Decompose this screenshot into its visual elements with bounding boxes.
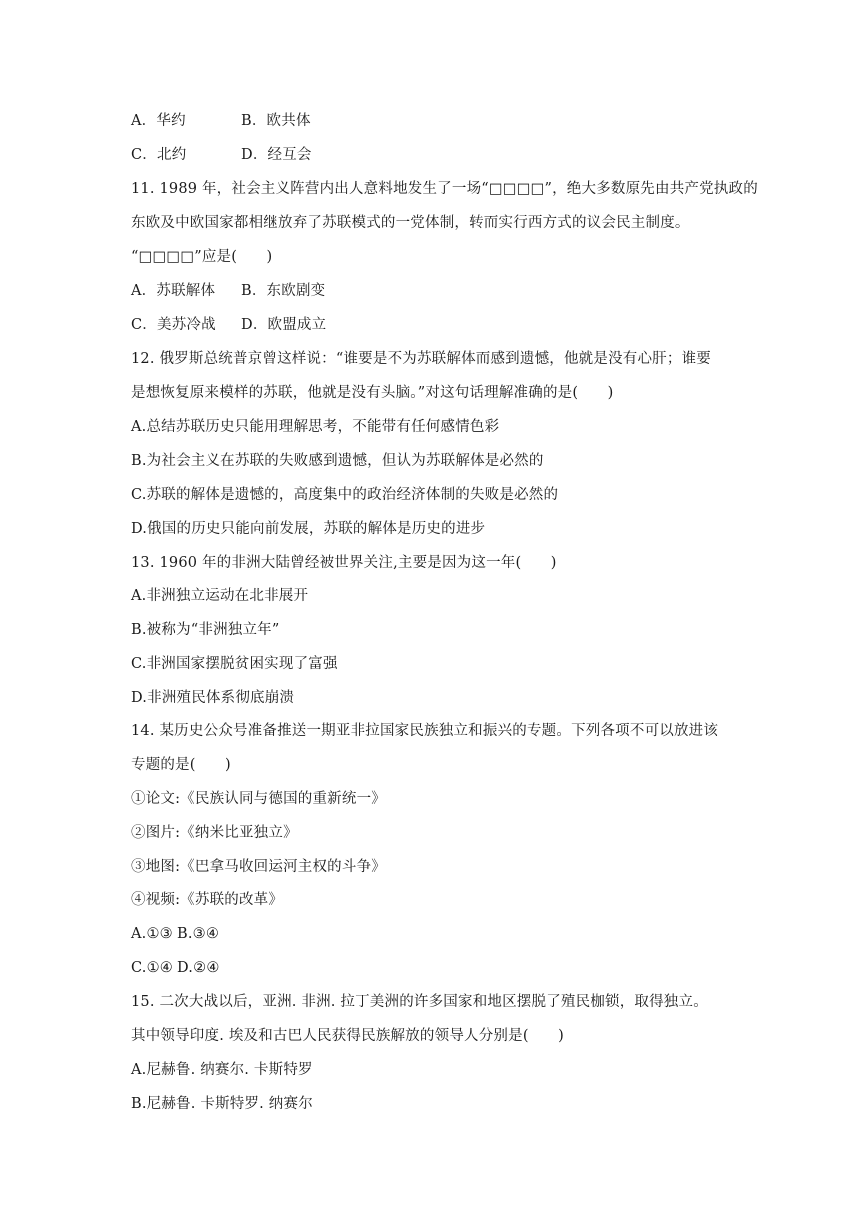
q14-stem-line1: 14. 某历史公众号准备推送一期亚非拉国家民族独立和振兴的专题。下列各项不可以放进该 [131, 723, 719, 739]
q11-options-row1 [131, 279, 325, 303]
q13-stem: 13. 1960 年的非洲大陆曾经被世界关注,主要是因为这一年( ) [131, 555, 557, 571]
q10-options-row1 [131, 109, 311, 133]
q14-option-b: B.③④ [177, 926, 220, 942]
q11-option-d: D．欧盟成立 [241, 317, 327, 333]
q13-option-c: C.非洲国家摆脱贫困实现了富强 [131, 656, 338, 672]
q12-stem-line1: 12. 俄罗斯总统普京曾这样说：“谁要是不为苏联解体而感到遗憾，他就是没有心肝；谁要 [131, 351, 711, 367]
q14-item-4: ④视频:《苏联的改革》 [131, 892, 284, 908]
q12-option-b: B.为社会主义在苏联的失败感到遗憾，但认为苏联解体是必然的 [131, 453, 544, 469]
q14-option-c: C.①④ [131, 960, 173, 976]
q14-item-3: ③地图:《巴拿马收回运河主权的斗争》 [131, 859, 386, 875]
q10-option-a: A．华约 [131, 113, 186, 129]
q13-option-d: D.非洲殖民体系彻底崩溃 [131, 690, 295, 706]
q13-option-b: B.被称为“非洲独立年” [131, 622, 280, 638]
q14-option-d: D.②④ [177, 960, 220, 976]
q10-options-row2 [131, 143, 312, 167]
q11-option-a: A．苏联解体 [131, 283, 216, 299]
q12-option-a: A.总结苏联历史只能用理解思考，不能带有任何感情色彩 [131, 419, 500, 435]
q11-option-b: B．东欧剧变 [241, 283, 326, 299]
q11-stem-line2: 东欧及中欧国家都相继放弃了苏联模式的一党体制，转而实行西方式的议会民主制度。 [131, 215, 690, 231]
q14-options-row2 [131, 956, 220, 980]
q11-stem-line3: “□□□□”应是( ) [131, 249, 273, 265]
q14-options-row1 [131, 922, 219, 946]
q14-option-a: A.①③ [131, 926, 173, 942]
q15-stem-line1: 15. 二次大战以后，亚洲. 非洲. 拉丁美洲的许多国家和地区摆脱了殖民枷锁，取得独立。 [131, 994, 708, 1010]
q12-stem-line2: 是想恢复原来模样的苏联，他就是没有头脑。”对这句话理解准确的是( ) [131, 385, 614, 401]
q11-option-c: C．美苏冷战 [131, 317, 216, 333]
q15-stem-line2: 其中领导印度. 埃及和古巴人民获得民族解放的领导人分别是( ) [131, 1028, 564, 1044]
q14-item-1: ①论文:《民族认同与德国的重新统一》 [131, 791, 386, 807]
q13-option-a: A.非洲独立运动在北非展开 [131, 588, 309, 604]
q12-option-c: C.苏联的解体是遗憾的，高度集中的政治经济体制的失败是必然的 [131, 487, 559, 503]
q12-option-d: D.俄国的历史只能向前发展，苏联的解体是历史的进步 [131, 521, 486, 537]
q14-stem-line2: 专题的是( ) [131, 757, 231, 773]
q14-item-2: ②图片:《纳米比亚独立》 [131, 825, 298, 841]
q15-option-a: A.尼赫鲁. 纳赛尔. 卡斯特罗 [131, 1062, 313, 1078]
q11-options-row2 [131, 313, 326, 337]
q10-option-c: C．北约 [131, 147, 187, 163]
q11-stem-line1: 11. 1989 年，社会主义阵营内出人意料地发生了一场“□□□□”，绝大多数原先由共产党执政的 [131, 181, 758, 197]
q10-option-b: B．欧共体 [241, 113, 311, 129]
q10-option-d: D．经互会 [241, 147, 312, 163]
q15-option-b: B.尼赫鲁. 卡斯特罗. 纳赛尔 [131, 1096, 313, 1112]
